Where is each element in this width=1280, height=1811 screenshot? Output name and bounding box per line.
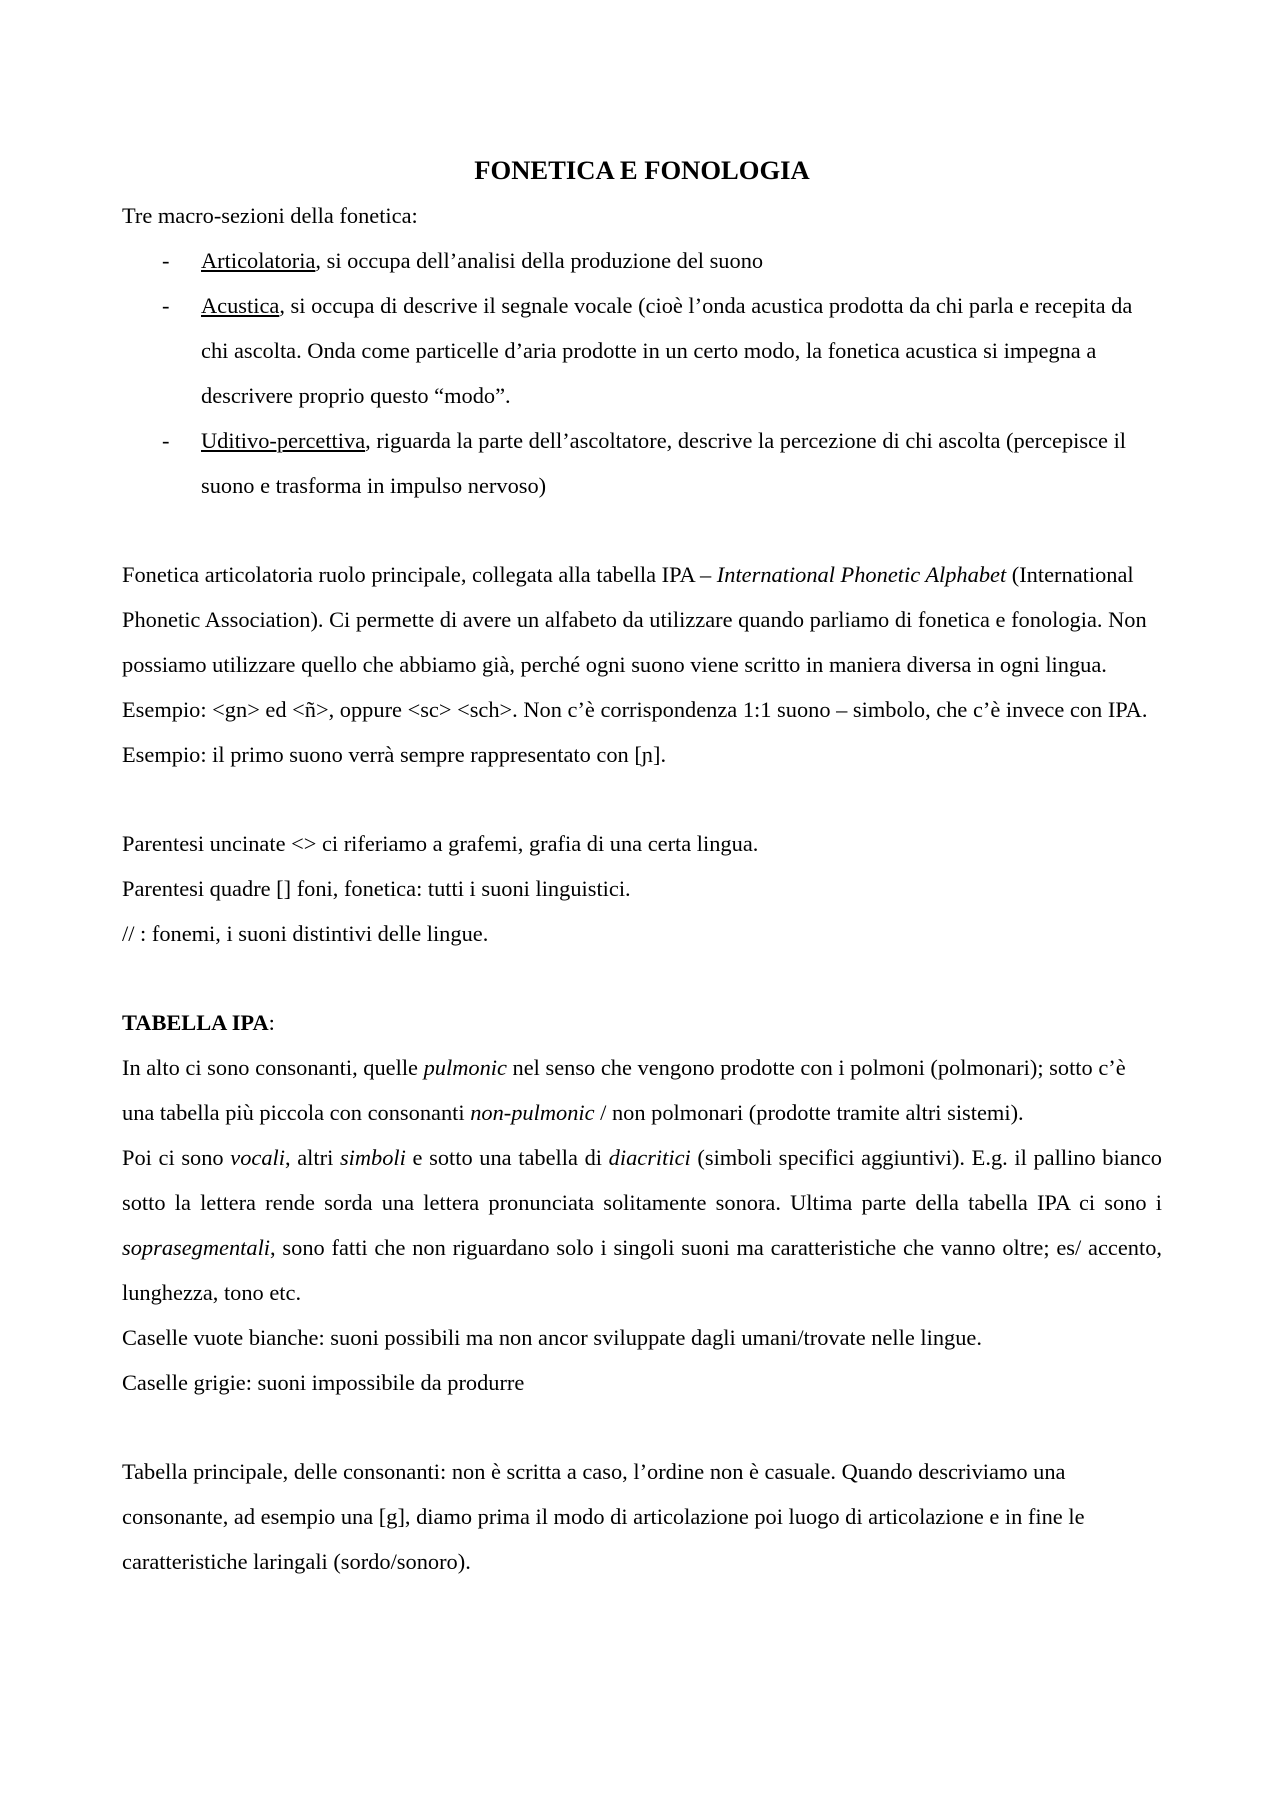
term-non-pulmonic: non-pulmonic [470, 1100, 595, 1125]
tabella-heading-colon: : [268, 1010, 275, 1035]
text-run: Poi ci sono [122, 1145, 231, 1170]
tabella-paragraph-2 [122, 1135, 1162, 1315]
tabella-heading: TABELLA IPA [122, 1010, 269, 1035]
text-run: , sono fatti che non riguardano solo i singoli suoni ma caratteristiche che vanno oltre; es/ accento, lunghezza, tono etc. [122, 1235, 1162, 1305]
paragraph-gap [122, 1405, 1162, 1449]
term-vocali: vocali [230, 1145, 285, 1170]
intro-line: Tre macro-sezioni della fonetica: [122, 203, 418, 228]
term-simboli: simboli [339, 1145, 406, 1170]
ipa-paragraph [122, 552, 1162, 777]
paragraph-gap [122, 956, 1162, 1000]
bracket-line-quadre: Parentesi quadre [] foni, fonetica: tutti i suoni linguistici. [122, 876, 631, 901]
list-item-text: , riguarda la parte dell’ascoltatore, descrive la percezione di chi ascolta (percepisce il suono e trasforma in impulso nervoso) [201, 428, 1127, 498]
dash-marker: - [162, 248, 170, 273]
section-heading [122, 1000, 1162, 1045]
term-soprasegmentali: soprasegmentali [122, 1235, 271, 1260]
paragraph-gap [122, 777, 1162, 821]
text-run: In alto ci sono consonanti, quelle [122, 1055, 424, 1080]
paragraph-gap [122, 508, 1162, 552]
text-run: e sotto una tabella di [405, 1145, 609, 1170]
ipa-text-before: Fonetica articolatoria ruolo principale, collegata alla tabella IPA – [122, 562, 717, 587]
page-title: FONETICA E FONOLOGIA [474, 155, 810, 185]
list-item-text: , si occupa di descrive il segnale vocale (cioè l’onda acustica prodotta da chi parla e recepita da chi ascolta. Onda come particelle d’aria prodotte in un certo modo, la fonetica acustica si impegna a descrivere proprio questo “modo”. [201, 293, 1133, 408]
ipa-italic-name: International Phonetic Alphabet [716, 562, 1007, 587]
text-run: (simboli specifici aggiuntivi). E.g. il pallino bianco sotto la lettera rende sorda una lettera pronunciata solitamente sonora. Ultima parte della tabella IPA ci sono i [122, 1145, 1162, 1215]
macro-sections-list [122, 238, 1162, 508]
consonanti-paragraph: Tabella principale, delle consonanti: non è scritta a caso, l’ordine non è casuale. Quando descriviamo una consonante, ad esempio una [g], diamo prima il modo di articolazione poi luogo di articolazione e in fine le caratteristiche laringali (sordo/sonoro). [122, 1459, 1085, 1574]
term-pulmonic: pulmonic [423, 1055, 507, 1080]
list-item-articolatoria [122, 238, 1162, 283]
text-run: nel senso che vengono prodotte con i polmoni (polmonari); sotto c’è una tabella più piccola con consonanti [122, 1055, 1126, 1125]
ipa-text-after: (International Phonetic Association). Ci permette di avere un alfabeto da utilizzare quando parliamo di fonetica e fonologia. Non possiamo utilizzare quello che abbiamo già, perché ogni suono viene scritto in maniera diversa in ogni lingua. Esempio: <gn> ed <ñ>, oppure <sc> <sch>. Non c’è corrispondenza 1:1 suono – simbolo, che c’è invece con IPA. Esempio: il primo suono verrà sempre rappresentato con [ɲ]. [122, 562, 1148, 767]
text-run: / non polmonari (prodotte tramite altri sistemi). [594, 1100, 1024, 1125]
term-articolatoria: Articolatoria [201, 248, 316, 273]
tabella-paragraph-1 [122, 1045, 1162, 1135]
list-item-uditivo-percettiva [122, 418, 1162, 508]
term-uditivo-percettiva: Uditivo-percettiva [201, 428, 366, 453]
list-item-acustica [122, 283, 1162, 418]
document-body [122, 148, 1162, 1584]
dash-marker: - [162, 293, 170, 318]
term-acustica: Acustica [201, 293, 280, 318]
dash-marker: - [162, 428, 170, 453]
caselle-bianche-line: Caselle vuote bianche: suoni possibili ma non ancor sviluppate dagli umani/trovate nelle lingue. [122, 1325, 982, 1350]
caselle-grigie-line: Caselle grigie: suoni impossibile da produrre [122, 1370, 525, 1395]
list-item-text: , si occupa dell’analisi della produzione del suono [315, 248, 764, 273]
bracket-line-uncinate: Parentesi uncinate <> ci riferiamo a grafemi, grafia di una certa lingua. [122, 831, 759, 856]
bracket-line-slash: // : fonemi, i suoni distintivi delle lingue. [122, 921, 489, 946]
text-run: , altri [284, 1145, 340, 1170]
term-diacritici: diacritici [608, 1145, 691, 1170]
